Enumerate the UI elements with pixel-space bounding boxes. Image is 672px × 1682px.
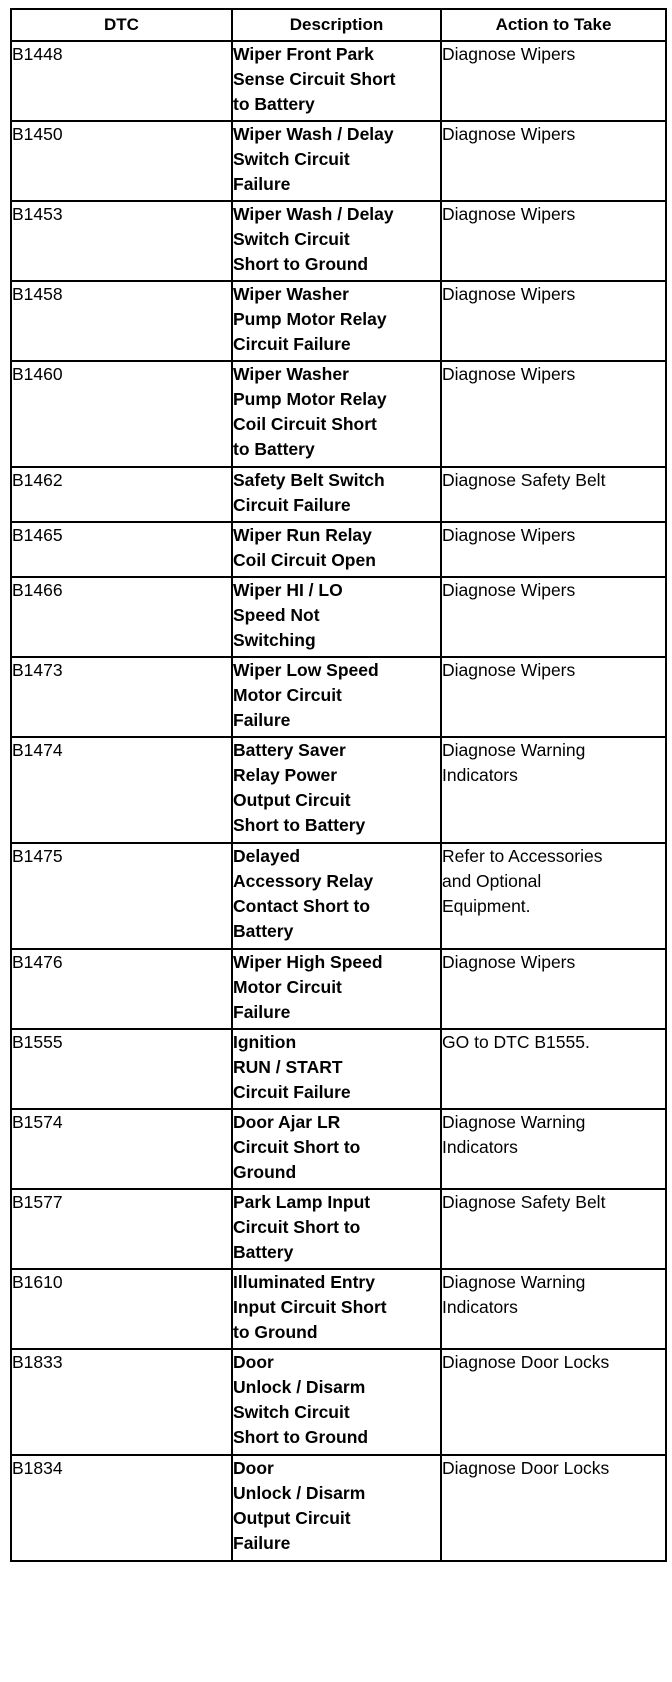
table-row xyxy=(11,467,666,522)
dtc-table-page xyxy=(10,8,665,1562)
description-cell: Door Ajar LR Circuit Short to Ground xyxy=(232,1109,441,1189)
dtc-code-cell: B1834 xyxy=(11,1455,232,1561)
dtc-code-cell: B1453 xyxy=(11,201,232,281)
dtc-code-cell: B1448 xyxy=(11,41,232,121)
table-row xyxy=(11,41,666,121)
action-cell: Diagnose Wipers xyxy=(441,361,666,467)
table-row xyxy=(11,1349,666,1455)
table-row xyxy=(11,361,666,467)
dtc-code-cell: B1473 xyxy=(11,657,232,737)
action-cell: Diagnose Wipers xyxy=(441,121,666,201)
action-cell: Diagnose Wipers xyxy=(441,949,666,1029)
table-row xyxy=(11,121,666,201)
action-cell: Diagnose Door Locks xyxy=(441,1455,666,1561)
description-cell: Wiper Washer Pump Motor Relay Circuit Failure xyxy=(232,281,441,361)
description-cell: Battery Saver Relay Power Output Circuit Short to Battery xyxy=(232,737,441,843)
dtc-code-cell: B1574 xyxy=(11,1109,232,1189)
table-row xyxy=(11,522,666,577)
table-row xyxy=(11,1109,666,1189)
description-cell: Park Lamp Input Circuit Short to Battery xyxy=(232,1189,441,1269)
action-cell: Diagnose Wipers xyxy=(441,41,666,121)
table-row xyxy=(11,1269,666,1349)
action-cell: Diagnose Wipers xyxy=(441,577,666,657)
dtc-code-cell: B1465 xyxy=(11,522,232,577)
action-cell: Diagnose Wipers xyxy=(441,281,666,361)
dtc-code-cell: B1476 xyxy=(11,949,232,1029)
table-row xyxy=(11,949,666,1029)
header-dtc: DTC xyxy=(11,9,232,41)
description-cell: Wiper Wash / Delay Switch Circuit Failure xyxy=(232,121,441,201)
table-body xyxy=(11,41,666,1561)
table-row xyxy=(11,201,666,281)
dtc-code-cell: B1460 xyxy=(11,361,232,467)
description-cell: Wiper Run Relay Coil Circuit Open xyxy=(232,522,441,577)
action-cell: Diagnose Warning Indicators xyxy=(441,1109,666,1189)
header-action: Action to Take xyxy=(441,9,666,41)
action-cell: Diagnose Door Locks xyxy=(441,1349,666,1455)
action-cell: Diagnose Warning Indicators xyxy=(441,1269,666,1349)
description-cell: Ignition RUN / START Circuit Failure xyxy=(232,1029,441,1109)
dtc-code-cell: B1555 xyxy=(11,1029,232,1109)
action-cell: Diagnose Warning Indicators xyxy=(441,737,666,843)
description-cell: Wiper Wash / Delay Switch Circuit Short to Ground xyxy=(232,201,441,281)
action-cell: Diagnose Wipers xyxy=(441,201,666,281)
dtc-code-cell: B1462 xyxy=(11,467,232,522)
table-header xyxy=(11,9,666,41)
header-row xyxy=(11,9,666,41)
action-cell: Diagnose Safety Belt xyxy=(441,467,666,522)
table-row xyxy=(11,1455,666,1561)
description-cell: Wiper Front Park Sense Circuit Short to Battery xyxy=(232,41,441,121)
dtc-code-cell: B1458 xyxy=(11,281,232,361)
table-row xyxy=(11,737,666,843)
description-cell: Wiper Washer Pump Motor Relay Coil Circuit Short to Battery xyxy=(232,361,441,467)
dtc-code-cell: B1474 xyxy=(11,737,232,843)
table-row xyxy=(11,281,666,361)
dtc-code-cell: B1466 xyxy=(11,577,232,657)
header-description: Description xyxy=(232,9,441,41)
dtc-code-cell: B1610 xyxy=(11,1269,232,1349)
description-cell: Door Unlock / Disarm Output Circuit Failure xyxy=(232,1455,441,1561)
dtc-code-cell: B1475 xyxy=(11,843,232,949)
description-cell: Illuminated Entry Input Circuit Short to Ground xyxy=(232,1269,441,1349)
description-cell: Wiper Low Speed Motor Circuit Failure xyxy=(232,657,441,737)
table-row xyxy=(11,1189,666,1269)
dtc-table xyxy=(10,8,667,1562)
action-cell: Diagnose Wipers xyxy=(441,657,666,737)
description-cell: Safety Belt Switch Circuit Failure xyxy=(232,467,441,522)
table-row xyxy=(11,577,666,657)
action-cell: Refer to Accessories and Optional Equipment. xyxy=(441,843,666,949)
description-cell: Delayed Accessory Relay Contact Short to Battery xyxy=(232,843,441,949)
table-row xyxy=(11,657,666,737)
description-cell: Wiper High Speed Motor Circuit Failure xyxy=(232,949,441,1029)
table-row xyxy=(11,843,666,949)
dtc-code-cell: B1833 xyxy=(11,1349,232,1455)
action-cell: GO to DTC B1555. xyxy=(441,1029,666,1109)
description-cell: Door Unlock / Disarm Switch Circuit Short to Ground xyxy=(232,1349,441,1455)
dtc-code-cell: B1450 xyxy=(11,121,232,201)
action-cell: Diagnose Safety Belt xyxy=(441,1189,666,1269)
table-row xyxy=(11,1029,666,1109)
description-cell: Wiper HI / LO Speed Not Switching xyxy=(232,577,441,657)
action-cell: Diagnose Wipers xyxy=(441,522,666,577)
dtc-code-cell: B1577 xyxy=(11,1189,232,1269)
